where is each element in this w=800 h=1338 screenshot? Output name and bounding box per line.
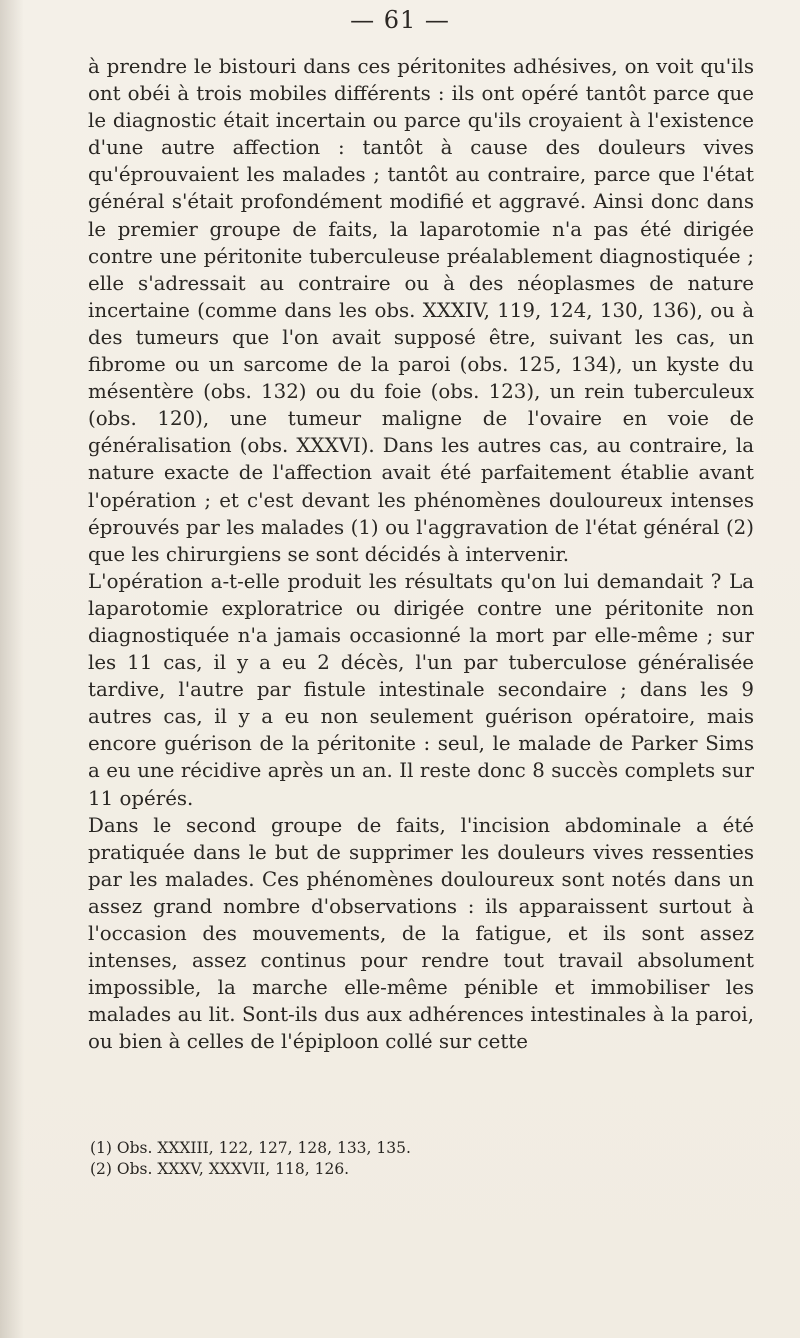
paragraph-3: Dans le second groupe de faits, l'incision abdominale a été pratiquée dans le but de supprimer les douleurs vives ressenties par les malades. Ces phénomènes douloureux sont notés dans un assez grand nombre d'observations : ils apparaissent surtout à l'occasion des mouvements, de la fatigue, et ils sont assez intenses, assez continus pour rendre tout travail absolument impossible, la marche elle-même pénible et immobiliser les malades au lit. Sont-ils dus aux adhérences intestinales à la paroi, ou bien à celles de l'épiploon collé sur cette <box>88 813 754 1054</box>
footnote-1: (1) Obs. XXXIII, 122, 127, 128, 133, 135. <box>90 1139 411 1157</box>
paragraph-1: à prendre le bistouri dans ces péritonites adhésives, on voit qu'ils ont obéi à trois mobiles différents : ils ont opéré tantôt parce que le diagnostic était incertain ou parce qu'ils croyaient à l'existence d'une autre affection : tantôt à cause des douleurs vives qu'éprouvaient les malades ; tantôt au contraire, parce que l'état général s'était profondément modifié et aggravé. Ainsi donc dans le premier groupe de faits, la laparotomie n'a pas été dirigée contre une péritonite tuberculeuse préalablement diagnostiquée ; elle s'adressait au contraire ou à des néoplasmes de nature incertaine (comme dans les obs. XXXIV, 119, 124, 130, 136), ou à des tumeurs que l'on avait supposé être, suivant les cas, un fibrome ou un sarcome de la paroi (obs. 125, 134), un kyste du mésentère (obs. 132) ou du foie (obs. 123), un rein tuberculeux (obs. 120), une tumeur maligne de l'ovaire en voie de généralisation (obs. XXXVI). Dans les autres cas, au contraire, la nature exacte de l'affection avait été parfaitement établie avant l'opération ; et c'est devant les phénomènes douloureux intenses éprouvés par les malades (1) ou l'aggravation de l'état général (2) que les chirurgiens se sont décidés à intervenir. <box>88 55 754 566</box>
paragraph-2: L'opération a-t-elle produit les résultats qu'on lui demandait ? La laparotomie exploratrice ou dirigée contre une péritonite non diagnostiquée n'a jamais occasionné la mort par elle-même ; sur les 11 cas, il y a eu 2 décès, l'un par tuberculose généralisée tardive, l'autre par fistule intestinale secondaire ; dans les 9 autres cas, il y a eu non seulement guérison opératoire, mais encore guérison de la péritonite : seul, le malade de Parker Sims a eu une récidive après un an. Il reste donc 8 succès complets sur 11 opérés. <box>88 569 754 810</box>
page-gutter-shadow <box>0 0 24 1338</box>
page-number: — 61 — <box>350 6 450 34</box>
body-text <box>88 53 754 1055</box>
footnotes <box>90 1138 740 1180</box>
footnote-2: (2) Obs. XXXV, XXXVII, 118, 126. <box>90 1160 350 1178</box>
